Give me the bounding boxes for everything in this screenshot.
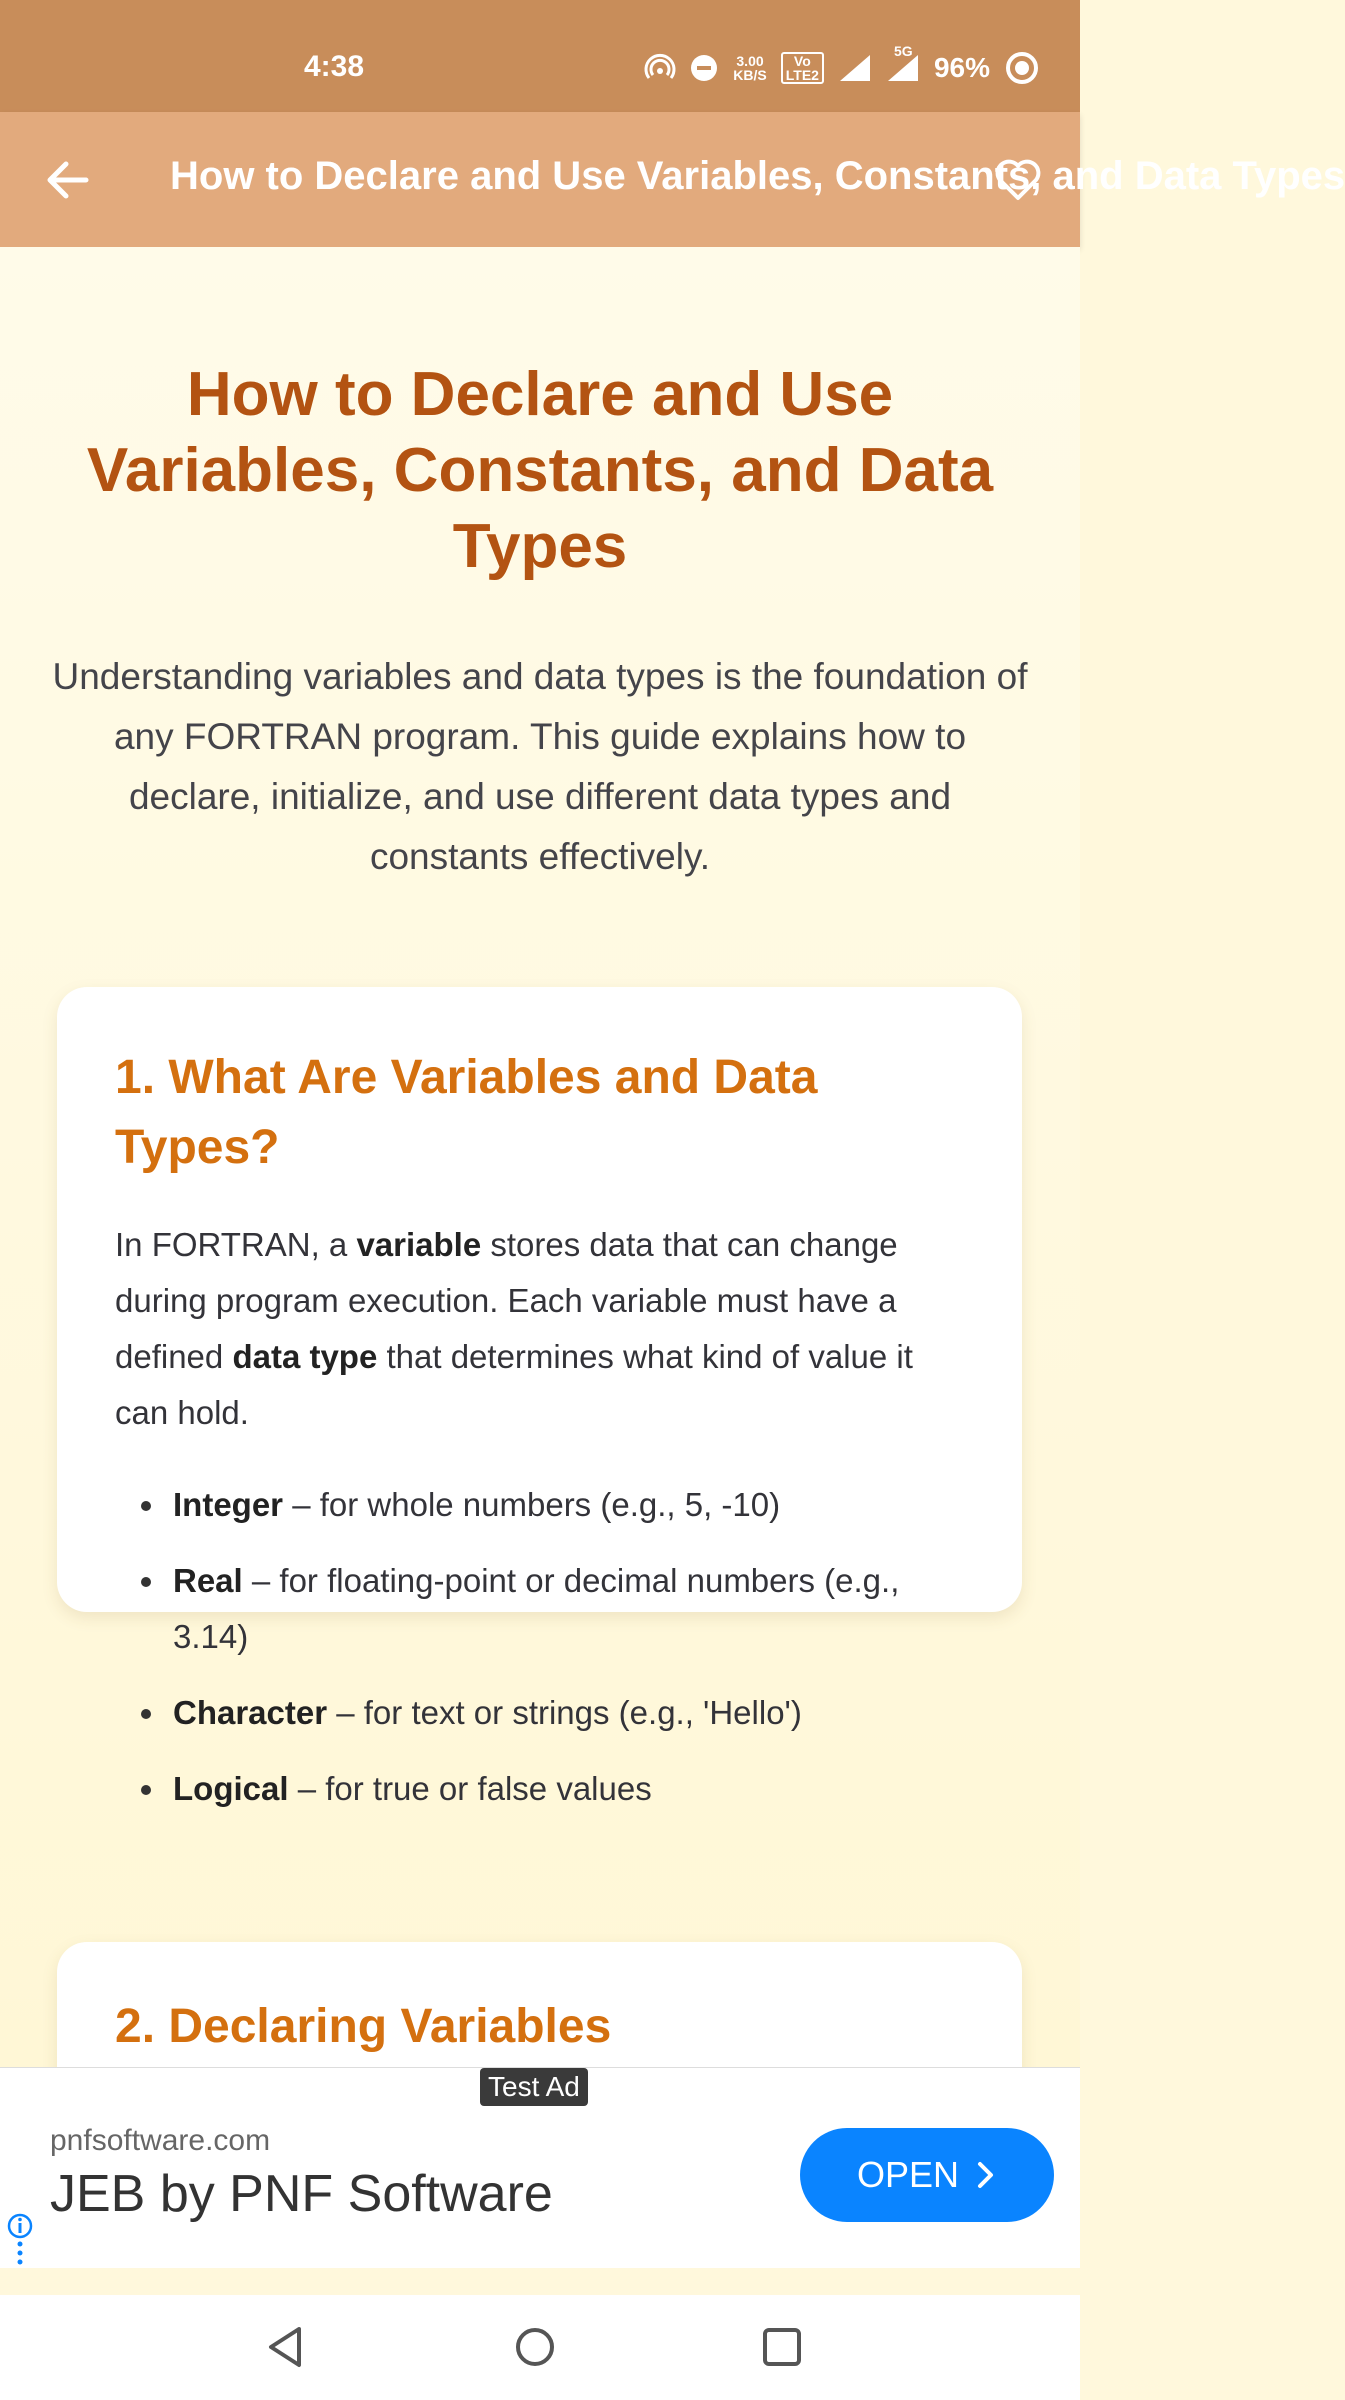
status-icons xyxy=(645,43,1040,86)
hotspot-icon xyxy=(645,53,675,83)
section-paragraph xyxy=(115,1217,975,1441)
signal-icon-2 xyxy=(886,43,920,83)
dnd-icon xyxy=(689,53,719,83)
signal-icon-1 xyxy=(838,53,872,83)
signal-label: 5G xyxy=(893,43,913,59)
list-item-desc: – for text or strings (e.g., 'Hello') xyxy=(327,1694,802,1731)
list-item-term: Real xyxy=(173,1562,243,1599)
test-ad-badge: Test Ad xyxy=(480,2068,588,2106)
battery-icon xyxy=(1004,50,1040,86)
list-item xyxy=(115,1761,975,1817)
list-item xyxy=(115,1477,975,1533)
intro-text: Understanding variables and data types is the foundation of any FORTRAN program. This guide explains how to declare, initialize, and use different data types and constants effectively. xyxy=(52,656,1028,877)
nav-recents-icon[interactable] xyxy=(752,2317,812,2377)
para-bold-variable: variable xyxy=(356,1226,482,1263)
back-arrow-icon[interactable] xyxy=(40,152,96,208)
list-item-term: Integer xyxy=(173,1486,284,1523)
section-heading: 2. Declaring Variables xyxy=(115,2000,612,2053)
status-bar xyxy=(0,0,1080,112)
list-item xyxy=(115,1553,975,1665)
list-item xyxy=(115,1685,975,1741)
app-bar-title: How to Declare and Use Variables, Constants, and Data Types xyxy=(170,154,1345,198)
ad-domain: pnfsoftware.com xyxy=(50,2124,271,2157)
system-nav-bar xyxy=(0,2295,1080,2400)
ad-info-icon[interactable] xyxy=(6,2212,34,2268)
network-speed-value: 3.00 xyxy=(736,53,764,69)
volte-icon xyxy=(781,52,824,84)
favorite-heart-icon[interactable] xyxy=(992,154,1044,206)
para-text: In FORTRAN, a xyxy=(115,1226,357,1263)
page-title: How to Declare and Use Variables, Constants, and Data Types xyxy=(86,360,994,581)
para-text: that determines what kind of value it can hold. xyxy=(115,1338,913,1431)
ad-title[interactable]: JEB by PNF Software xyxy=(50,2165,553,2223)
network-speed xyxy=(733,54,766,82)
article-content[interactable] xyxy=(0,247,1080,2067)
para-text: stores data that can change during program execution. Each variable must have a defined xyxy=(115,1226,898,1375)
battery-text: 96% xyxy=(933,52,990,83)
chevron-right-icon xyxy=(975,2161,997,2189)
status-time: 4:38 xyxy=(304,50,365,83)
data-type-list xyxy=(115,1477,975,1837)
nav-home-icon[interactable] xyxy=(505,2317,565,2377)
list-item-desc: – for whole numbers (e.g., 5, -10) xyxy=(283,1486,781,1523)
section-card-variables xyxy=(57,987,1022,1807)
list-item-desc: – for floating-point or decimal numbers (e.g., 3.14) xyxy=(173,1562,900,1655)
para-bold-data-type: data type xyxy=(232,1338,378,1375)
network-speed-unit: KB/S xyxy=(733,67,767,83)
volte-bottom: LTE2 xyxy=(785,67,819,83)
section-heading: 1. What Are Variables and Data Types? xyxy=(115,1051,818,1174)
nav-back-icon[interactable] xyxy=(255,2317,315,2377)
ad-banner[interactable] xyxy=(0,2067,1080,2268)
list-item-term: Logical xyxy=(173,1770,289,1807)
ad-open-button[interactable] xyxy=(800,2128,1054,2222)
list-item-term: Character xyxy=(173,1694,328,1731)
volte-top: Vo xyxy=(793,53,811,69)
ad-open-label: OPEN xyxy=(856,2154,960,2195)
app-bar xyxy=(0,112,1345,247)
list-item-desc: – for true or false values xyxy=(288,1770,652,1807)
